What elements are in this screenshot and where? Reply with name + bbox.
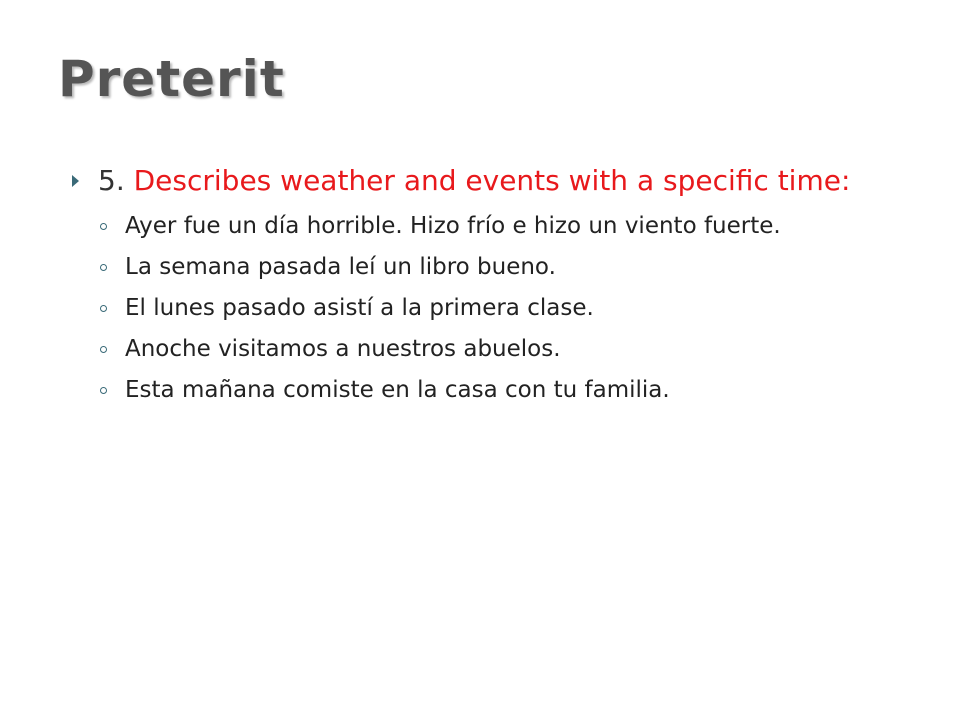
list-item	[98, 292, 872, 324]
example-text: Esta mañana comiste en la casa con tu familia.	[125, 377, 670, 403]
ring-bullet-icon	[100, 346, 107, 353]
ring-bullet-icon	[100, 223, 107, 230]
list-item	[98, 251, 872, 283]
ring-bullet-icon	[100, 264, 107, 271]
example-text: El lunes pasado asistí a la primera clase.	[125, 295, 594, 321]
example-list	[72, 210, 872, 406]
triangle-arrow-icon	[72, 175, 79, 187]
main-point	[72, 162, 872, 200]
main-point-text: Describes weather and events with a specific time:	[133, 164, 851, 197]
ring-bullet-icon	[100, 305, 107, 312]
ring-bullet-icon	[100, 387, 107, 394]
list-item	[98, 333, 872, 365]
example-text: Ayer fue un día horrible. Hizo frío e hizo un viento fuerte.	[125, 213, 781, 239]
main-point-number: 5.	[98, 164, 125, 197]
list-item	[98, 374, 872, 406]
list-item	[98, 210, 872, 242]
slide-title: Preterit	[58, 50, 285, 108]
example-text: Anoche visitamos a nuestros abuelos.	[125, 336, 561, 362]
slide-content	[72, 162, 872, 415]
example-text: La semana pasada leí un libro bueno.	[125, 254, 556, 280]
